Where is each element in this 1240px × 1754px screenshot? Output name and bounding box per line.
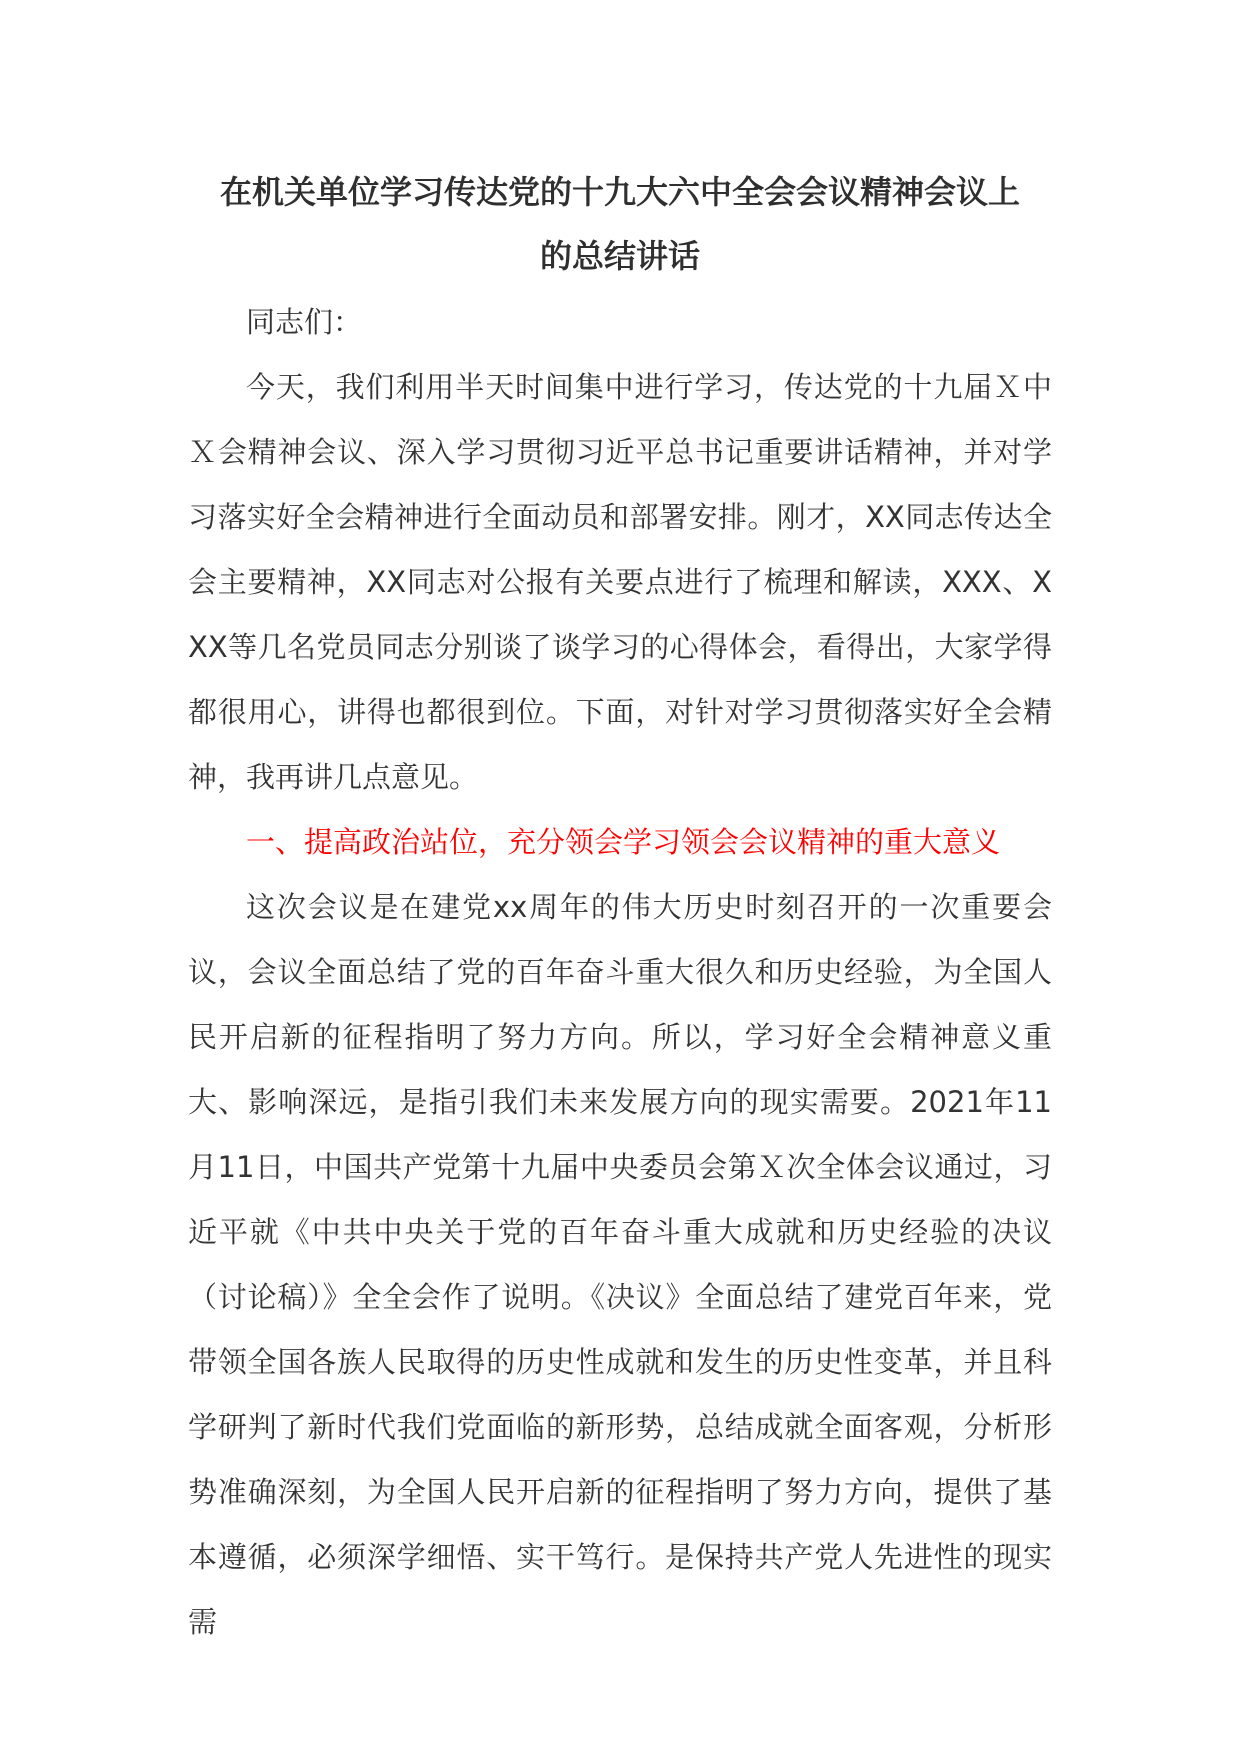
title-line-1: 在机关单位学习传达党的十九大六中全会会议精神会议上 [219, 173, 1020, 211]
paragraph-section-1: 这次会议是在建党xx周年的伟大历史时刻召开的一次重要会议，会议全面总结了党的百年奋斗重大很久和历史经验，为全国人民开启新的征程指明了努力方向。所以，学习好全会精神意义重大、影响深远，是指引我们未来发展方向的现实需要。2021年11月11日，中国共产党第十九届中央委员会第Ｘ次全体会议通过，习近平就《中共中央关于党的百年奋斗重大成就和历史经验的决议（讨论稿）》全全会作了说明。《决议》全面总结了建党百年来，党带领全国各族人民取得的历史性成就和发生的历史性变革，并且科学研判了新时代我们党面临的新形势，总结成就全面客观，分析形势准确深刻，为全国人民开启新的征程指明了努力方向，提供了基本遵循，必须深学细悟、实干笃行。是保持共产党人先进性的现实需 [188, 890, 1052, 1639]
document-page [188, 160, 1052, 1655]
title-line-2: 的总结讲话 [539, 237, 700, 275]
paragraph-intro: 今天，我们利用半天时间集中进行学习，传达党的十九届Ｘ中Ｘ会精神会议、深入学习贯彻习近平总书记重要讲话精神，并对学习落实好全会精神进行全面动员和部署安排。刚才，XX同志传达全会主要精神，XX同志对公报有关要点进行了梳理和解读，XXX、XXX等几名党员同志分别谈了谈学习的心得体会，看得出，大家学得都很用心，讲得也都很到位。下面，对针对学习贯彻落实好全会精神，我再讲几点意见。 [188, 370, 1052, 794]
document-title [188, 160, 1052, 288]
greeting: 同志们： [246, 305, 363, 339]
section-heading-1: 一、提高政治站位，充分领会学习领会会议精神的重大意义 [246, 825, 1001, 859]
